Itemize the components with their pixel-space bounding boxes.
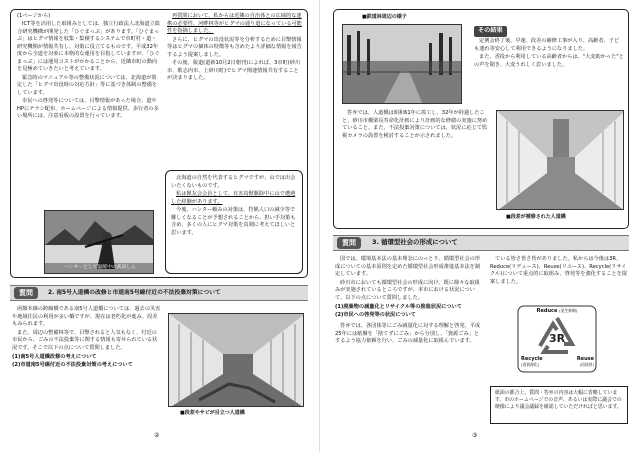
reuse-sub: (再使用) xyxy=(579,361,594,367)
reduce-sub: (発生抑制) xyxy=(559,308,578,313)
paragraph: その後、報道(道新10月2日朝刊)によれば、3市町(砂川市、歌志内市、上砂川町)でヒグマ関連情報共有することが決まりました。 xyxy=(167,60,301,82)
article-column-1 xyxy=(17,21,160,122)
paragraph: 今後、ハンター頼みの対策は、狩猟人口の減少等で難しくなることが予想されることから、担い手対策も含め、多くの人にヒグマ対策を真剣に考えてほしいと思います。 xyxy=(171,207,296,236)
paragraph: また、香投から利用している高齢者からは、"大変助かった"との声を聞き、大変うれしく思いました。 xyxy=(474,54,624,68)
higuma-article-box xyxy=(10,9,308,278)
result-text xyxy=(474,38,624,70)
question-badge: 質問 xyxy=(14,287,38,299)
railway-forest-caption: ■鉄道林周辺の様子 xyxy=(362,14,407,20)
page-number: ② xyxy=(154,432,160,439)
paragraph: 定例会終了後、早速、段差の補修工事が入り、高齢者、子ども連れ等安心して利用できるようになりました。 xyxy=(474,38,620,52)
bridge-before-caption: ■段差やサビが目立つ人道橋 xyxy=(180,410,245,416)
paragraph: 函館本線の跨線橋である南5号人道橋については、過去の災害や地域住民の利用が多い橋ですが、現在は老朽化が進み、段差もみられます。 xyxy=(12,306,161,328)
paragraph: 再質問において、私からは近隣の自治体との広域的な連携の必要性、河畔林等がヒグマの通り道になっている可能性を指摘しました。 xyxy=(167,13,302,35)
section-3-proposal xyxy=(490,256,628,287)
section-2-body xyxy=(12,306,162,369)
reuse-text: Reuse xyxy=(576,356,594,362)
list-item: (1)廃棄物の減量化とリサイクル等の推進状況について xyxy=(335,304,462,311)
list-item: (2)市民への啓発等の状況について xyxy=(335,311,416,318)
personal-note-box xyxy=(165,170,303,274)
section-3-body xyxy=(335,256,483,347)
bridge-after-photo xyxy=(496,110,624,210)
recycle-label xyxy=(521,357,555,367)
reduce-label xyxy=(516,308,598,315)
photo-caption: ハンターとして温暖中の武田しん xyxy=(64,265,136,270)
section-3-title: 3. 循環型社会の形成について xyxy=(372,238,458,246)
paragraph: 市民への啓発等については、目撃情報があった場合、道やHPにチラシ配布、ホームページによる情報提供、歩行者の多い場所には、注意看板の設置を行っています。 xyxy=(17,98,159,120)
recycle-sub: (再資源化) xyxy=(521,361,540,367)
reduce-text: Reduce xyxy=(536,308,558,314)
reuse-label xyxy=(566,357,594,367)
railway-forest-photo xyxy=(342,24,462,104)
hunter-photo xyxy=(44,210,154,274)
paragraph: 緊急時のマニュアル等の整備状況については、北海道が策定した「ヒグマ出没時の対応方針」等に基づき体制の整備をしています。 xyxy=(17,74,158,96)
bridge-after-caption: ■段差が補修された人道橋 xyxy=(506,214,566,220)
section-2-title: 2. 南5号人道橋の改修と市道南5号線付近の不法投棄対策について xyxy=(48,290,221,296)
paragraph: 答弁では、人道橋は昭和61年に竣工し、32年が経過したこと、砂川市橋梁長寿命化計画により計画的な修繕の実施に努めていること、また、不法投棄対策については、状況に応じて監視カメラの設置を検討することが示されました。 xyxy=(342,110,488,139)
paragraph: また、周辺の整備林等で、目撃されると人気もなく、付近の市民から、ごみの不法投棄等に関する情報も寄せられている状況です。そこで以下の点について質問しました。 xyxy=(12,329,158,351)
continued-label: (1ページから) xyxy=(17,13,51,19)
section-2-result-box xyxy=(333,9,629,229)
footnote-box: 紙面の都合上、質問・答弁の内容は大幅に省略しています。市のホームページでの音声、あるいは実際に議会での映像により議会議録を確認していただければと思います。 xyxy=(490,386,628,424)
note-text xyxy=(171,175,299,238)
list-item: (2)市道南5号線付近の不法投棄対策の考えについて xyxy=(12,361,133,368)
paragraph: 砂川市においても循環型社会の形成に向け、既に様々な取組みが実施されているところですが、本市における状況について、以下の点について質問しました。 xyxy=(335,279,480,301)
bridge-before-photo xyxy=(168,313,304,407)
paragraph: 私は猟友会会員として、有害鳥獣駆除中に山で遭遇した経験があります。 xyxy=(171,191,296,205)
paragraph: ている皆さ皆さ皆がありました。私からは今後は3R、Reduce(リデュース)、Reuse(リユース)、Recycle(リサイクル)について重点的に取組み、啓発等を強化することを提案しました。 xyxy=(490,256,627,285)
recycle-text: Recycle xyxy=(521,356,543,362)
answer-text xyxy=(342,110,490,141)
bridge-after-image xyxy=(497,111,624,210)
question-badge: 質問 xyxy=(337,237,361,249)
paragraph: 答弁では、各団体等にごみ減量化に対する理解と啓発、平成25年には紙盤を「捨てずにごみ」から分別し、「資源ごみ」とするよう協力依頼を行い、ごみの減量化に取組んでいます。 xyxy=(335,323,481,345)
3r-center-label: 3R xyxy=(548,332,566,345)
bridge-before-image xyxy=(169,314,304,407)
paragraph: ICT等を活用した取組みとしては、独立行政法人北海道立総合研究機構が開発した「ひぐまっぷ」があります。「ひぐまっぷ」はヒグマ情報を収集・集積するシステムで市町村・道・研究機関が情報共有し、対策に役立てるものです。平成32年度から全道を対象に本格的な運用を目指していますが、「ひぐまっぷ」には運用コストがかかることから、近隣市町の動向を見極めていきたいと考えています。 xyxy=(17,21,161,73)
paragraph: さらに、ヒグマの出没状況等を分析するために目撃情報等はヒグマの個体の特徴等も含めたより詳細な情報を報告するよう提案しました。 xyxy=(167,36,302,58)
railway-forest-image xyxy=(343,25,462,104)
paragraph: 国では、環境基本法の基本理念にのっとり、循環型社会の形成についての基本原則を定めた循環型社会形成推進基本法を制定しています。 xyxy=(335,256,481,278)
3r-logo xyxy=(516,304,598,374)
result-tag: その結果 xyxy=(474,26,507,37)
article-column-2 xyxy=(167,13,303,84)
paragraph: 北海道の自然を代表するヒグマですが、山では出会いたくないものです。 xyxy=(171,175,296,189)
page-3 xyxy=(320,0,640,452)
page-number: ③ xyxy=(472,432,478,439)
list-item: (1)南5号人道橋改修の考えについて xyxy=(12,354,97,361)
